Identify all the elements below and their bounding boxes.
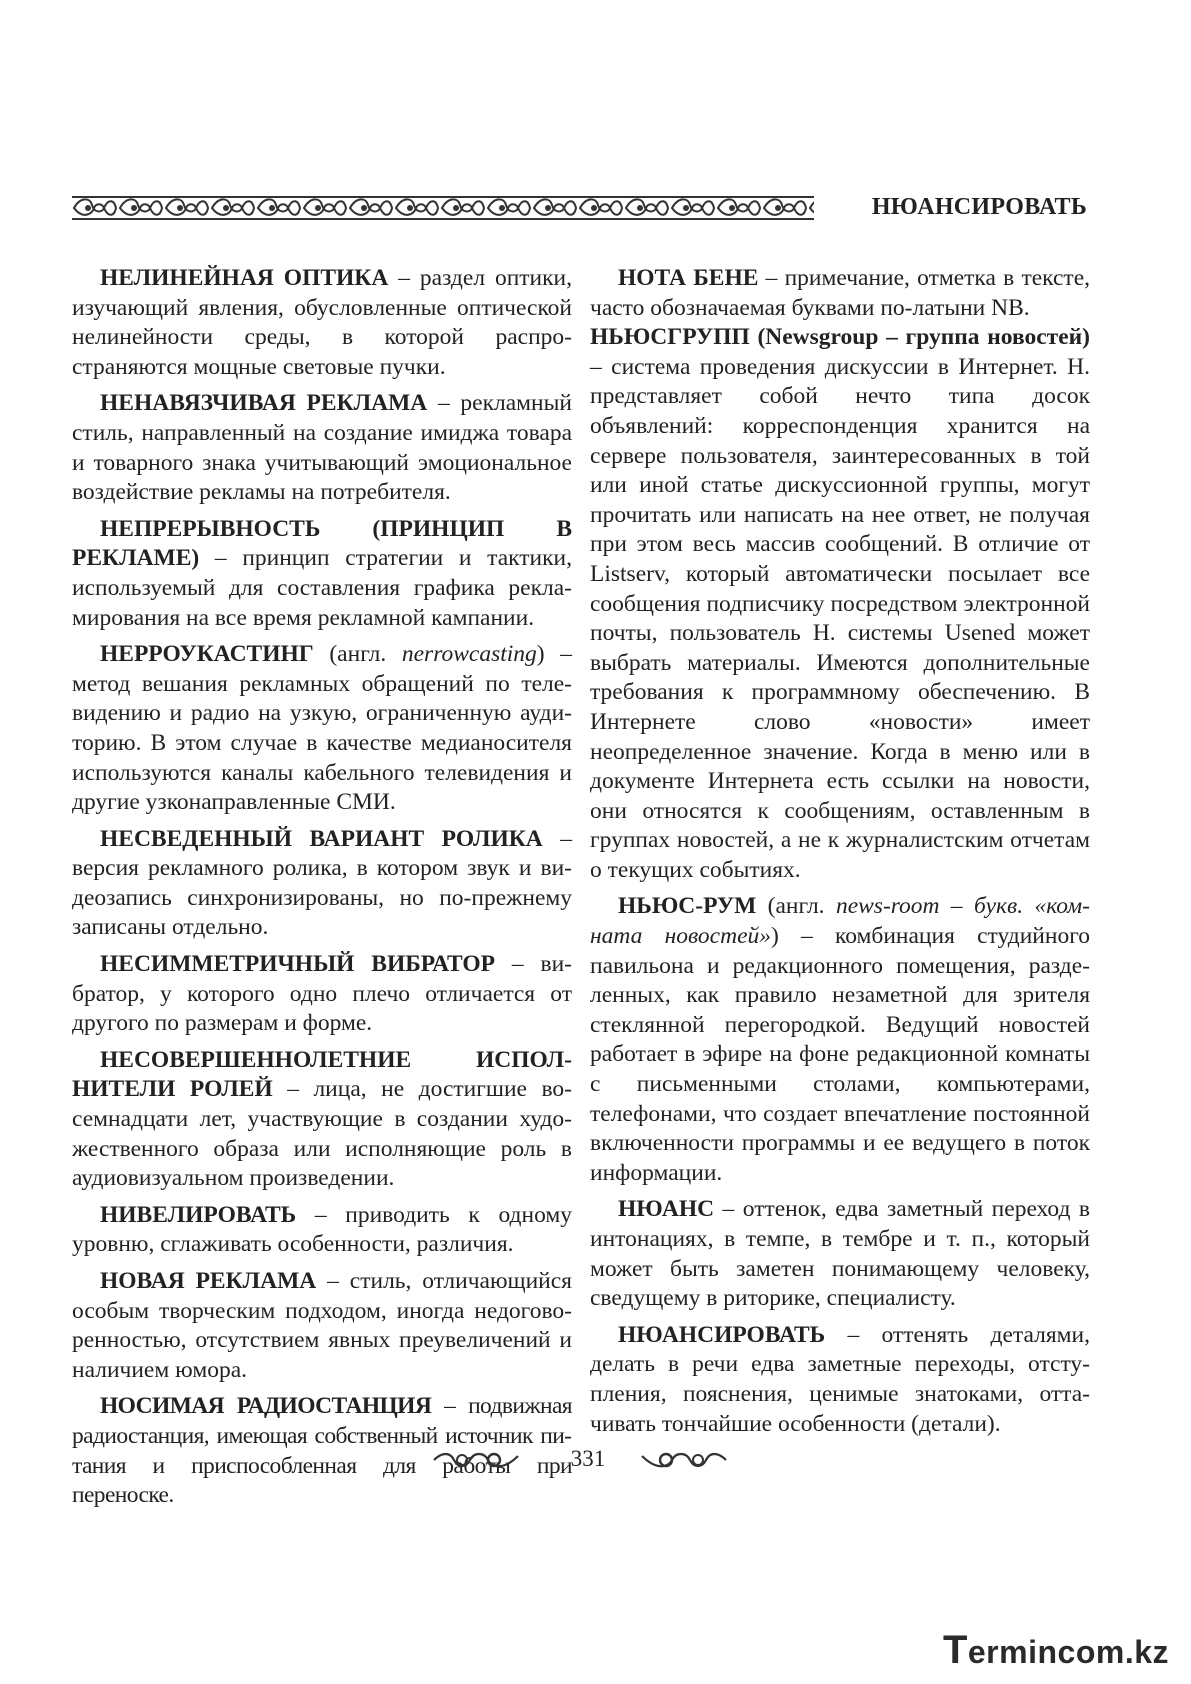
- entry-term: НЬЮС-РУМ: [618, 893, 757, 920]
- entry-text: – раздел оптики, изучающий явления, обусловленные оптической нелинейности среды, в которой распространяются мощные световые пучки.: [72, 265, 572, 380]
- dictionary-entry: [590, 1321, 1090, 1439]
- entry-term: НЮАНСИРОВАТЬ: [618, 1321, 826, 1348]
- running-head: НЮАНСИРОВАТЬ: [871, 194, 1087, 220]
- right-column: [590, 264, 1090, 1446]
- ornament-knot: [534, 199, 576, 215]
- entry-text: – оттенок, едва заметный переход в интонациях, в темпе, в тембре и т. п., который может быть заметен понимающему человеку, сведущему в риторике, специалисту.: [590, 1196, 1090, 1312]
- entry-text: (англ.: [756, 893, 836, 920]
- ornament-knot: [74, 199, 116, 215]
- entry-term: НЕЛИНЕЙНАЯ ОПТИКА: [100, 265, 389, 291]
- watermark-letter: T: [942, 1628, 968, 1672]
- dictionary-entry: [590, 892, 1090, 1188]
- dictionary-entry: [590, 323, 1090, 885]
- entry-term: НОВАЯ РЕКЛАМА: [100, 1268, 317, 1294]
- ornament-left-icon: [432, 1448, 520, 1472]
- ornament-knot: [442, 199, 484, 215]
- entry-text: ) – комбинация студийного павильона и редакционного помещения, разделенных, как правило незаметной для зрителя стеклянной перегородкой. Ведущий новостей работает в эфире на фоне редакционной комнаты с письменными столами, компьютерами, телефонами, что создает впечатление постоянной включенности программы и ее ведущего в поток информации.: [590, 923, 1090, 1186]
- dictionary-entry: [72, 950, 572, 1039]
- entry-text: ) – метод вешания рекламных обращений по телевидению и радио на узкую, ограниченную аудиторию. В этом случае в качестве медианосителя используются каналы кабельного телевидения и другие узконаправленные СМИ.: [72, 641, 572, 816]
- entry-term: НОСИМАЯ РАДИОСТАНЦИЯ: [100, 1393, 432, 1420]
- entry-text: – принцип стратегии и тактики, используемый для составления графика рекламирования на все время рекламной кампании.: [72, 545, 572, 631]
- ornament-knot: [672, 199, 714, 215]
- ornament-knot: [488, 199, 530, 215]
- ornament-knot: [580, 199, 622, 215]
- entry-term: НЕСВЕДЕННЫЙ ВАРИАНТ РОЛИКА: [100, 825, 543, 852]
- entry-text: – система проведения дискуссии в Интернет. Н. представляет собой нечто типа досок объявлений: корреспонденция хранится на сервере пользователя, заинтересованных в той или иной статье дискуссионной группы, могут прочитать или написать на нее ответ, не получая при этом весь массив сообщений. В отличие от Listserv, который автоматически посылает все сообщения подписчику посредством электронной почты, пользователь Н. системы Usened может выбрать материалы. Имеются дополнительные требования к программному обеспечению. В Интернете слово «новости» имеет неопределенное значение. Когда в меню или в документе Интернета есть ссылки на новости, они относятся к сообщениям, оставленным в группах новостей, а не к журналистским отчетам о текущих событиях.: [590, 353, 1090, 883]
- ornament-knot: [350, 199, 392, 215]
- page-header: [72, 190, 1087, 226]
- dictionary-entry: [72, 264, 572, 382]
- page-number: 331: [570, 1446, 606, 1471]
- dictionary-entry: [72, 1267, 572, 1385]
- watermark-text: erminc: [967, 1634, 1076, 1670]
- entry-term: НЮАНС: [618, 1196, 715, 1223]
- page-footer: [0, 1446, 1191, 1476]
- dictionary-entry: [590, 264, 1090, 323]
- entry-term: НЕНАВЯЗЧИВАЯ РЕКЛАМА: [100, 390, 428, 417]
- dictionary-entry: [72, 825, 572, 943]
- dictionary-entry: [72, 389, 572, 507]
- watermark-text: o: [1075, 1634, 1096, 1670]
- dictionary-entry: [72, 1046, 572, 1194]
- entry-italic: nerrowcasting: [401, 641, 537, 668]
- dictionary-entry: [72, 640, 572, 818]
- entry-text: – приводить к одному уровню, сглаживать особенности, различия.: [72, 1201, 572, 1258]
- entry-term: НЕСИММЕТРИЧНЫЙ ВИБРАТОР: [100, 951, 496, 978]
- entry-italic: news-room – букв. «комната новостей»: [590, 893, 1090, 950]
- dictionary-entry: [72, 515, 572, 633]
- entry-text: – стиль, отличающийся особым творческим подходом, иногда недоговоренностью, отсутствием явных преувеличений и наличием юмора.: [72, 1268, 572, 1383]
- entry-text: – версия рекламного ролика, в котором звук и видеозапись синхронизированы, но по-прежнему записаны отдельно.: [72, 825, 572, 941]
- entry-term: НЕПРЕРЫВНОСТЬ (ПРИНЦИП В РЕКЛАМЕ): [72, 515, 572, 572]
- ornament-knot: [810, 199, 814, 215]
- entry-text: – рекламный стиль, направленный на создание имиджа товара и товарного знака учитывающий эмоциональное воздействие рекламы на потребителя.: [72, 390, 572, 506]
- ornament-knot: [258, 199, 300, 215]
- entry-text: – примечание, отметка в тексте, часто обозначаемая буквами по-латыни NB.: [590, 265, 1090, 321]
- ornament-knot: [626, 199, 668, 215]
- ornament-knot: [120, 199, 162, 215]
- left-column: [72, 264, 572, 1518]
- entry-text: – оттенять деталями, делать в речи едва заметные переходы, отступления, пояснения, ценимые знатоками, оттачивать тончайшие особенности (детали).: [590, 1321, 1090, 1437]
- entry-term: НОТА БЕНЕ: [618, 265, 759, 291]
- watermark-text: m.kz: [1095, 1634, 1169, 1670]
- entry-text: (англ.: [313, 641, 402, 668]
- ornament-right-icon: [640, 1448, 728, 1472]
- ornament-knot: [212, 199, 254, 215]
- ornament-knot: [396, 199, 438, 215]
- ornament-knot: [304, 199, 346, 215]
- dictionary-entry: [72, 1201, 572, 1260]
- entry-term: НИВЕЛИРОВАТЬ: [100, 1201, 297, 1228]
- entry-text: – вибратор, у которого одно плечо отличается от другого по размерам и форме.: [72, 951, 572, 1037]
- ornament-knot: [718, 199, 760, 215]
- entry-text: – подвижная радиостанция, имеющая собственный источник питания и приспособленная для работы при переноске.: [72, 1393, 572, 1509]
- dictionary-entry: [590, 1195, 1090, 1313]
- entry-term: НЕРРОУКАСТИНГ: [100, 641, 314, 668]
- entry-term: НЕСОВЕРШЕННОЛЕТНИЕ ИСПОЛНИТЕЛИ РОЛЕЙ: [72, 1046, 572, 1103]
- entry-text: – лица, не достигшие восемнадцати лет, участвующие в создании художественного образа или исполняющие роль в аудиовизуальном произведении.: [72, 1076, 572, 1192]
- ornament-band: [72, 195, 814, 221]
- ornament-knot: [166, 199, 208, 215]
- watermark-logo: [943, 1628, 1169, 1672]
- ornament-knot: [764, 199, 806, 215]
- entry-term: НЬЮСГРУПП (Newsgroup – группа новостей): [590, 324, 1090, 351]
